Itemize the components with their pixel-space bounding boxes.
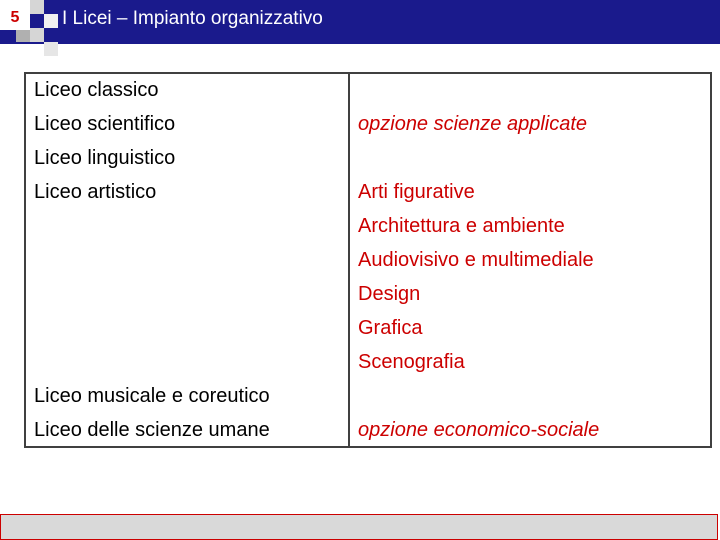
option-cell — [349, 379, 711, 413]
slide-number: 5 — [10, 9, 20, 26]
liceo-name-cell — [25, 345, 349, 379]
indirizzo-cell: Grafica — [349, 311, 711, 345]
liceo-name-cell — [25, 311, 349, 345]
liceo-name-cell — [25, 209, 349, 243]
table-row — [25, 107, 711, 141]
liceo-name-cell: Liceo musicale e coreutico — [25, 379, 349, 413]
option-cell: opzione scienze applicate — [349, 107, 711, 141]
table-row — [25, 141, 711, 175]
option-cell: opzione economico-sociale — [349, 413, 711, 447]
table-row — [25, 209, 711, 243]
slide-title: I Licei – Impianto organizzativo — [62, 8, 323, 29]
liceo-name-cell — [25, 277, 349, 311]
liceo-name-cell: Liceo linguistico — [25, 141, 349, 175]
indirizzo-cell: Arti figurative — [349, 175, 711, 209]
licei-table — [24, 72, 708, 468]
table-row — [25, 345, 711, 379]
option-cell — [349, 141, 711, 175]
footer-bar — [0, 514, 718, 540]
liceo-name-cell: Liceo scientifico — [25, 107, 349, 141]
liceo-name-cell: Liceo classico — [25, 73, 349, 107]
indirizzo-cell: Scenografia — [349, 345, 711, 379]
table-row — [25, 311, 711, 345]
indirizzo-cell: Audiovisivo e multimediale — [349, 243, 711, 277]
indirizzo-cell: Design — [349, 277, 711, 311]
table-row — [25, 379, 711, 413]
liceo-name-cell — [25, 243, 349, 277]
table-row — [25, 73, 711, 107]
indirizzo-cell: Architettura e ambiente — [349, 209, 711, 243]
table-row — [25, 175, 711, 209]
table-row — [25, 277, 711, 311]
option-cell — [349, 73, 711, 107]
liceo-name-cell: Liceo delle scienze umane — [25, 413, 349, 447]
table-row — [25, 243, 711, 277]
liceo-name-cell: Liceo artistico — [25, 175, 349, 209]
table-row — [25, 413, 711, 447]
